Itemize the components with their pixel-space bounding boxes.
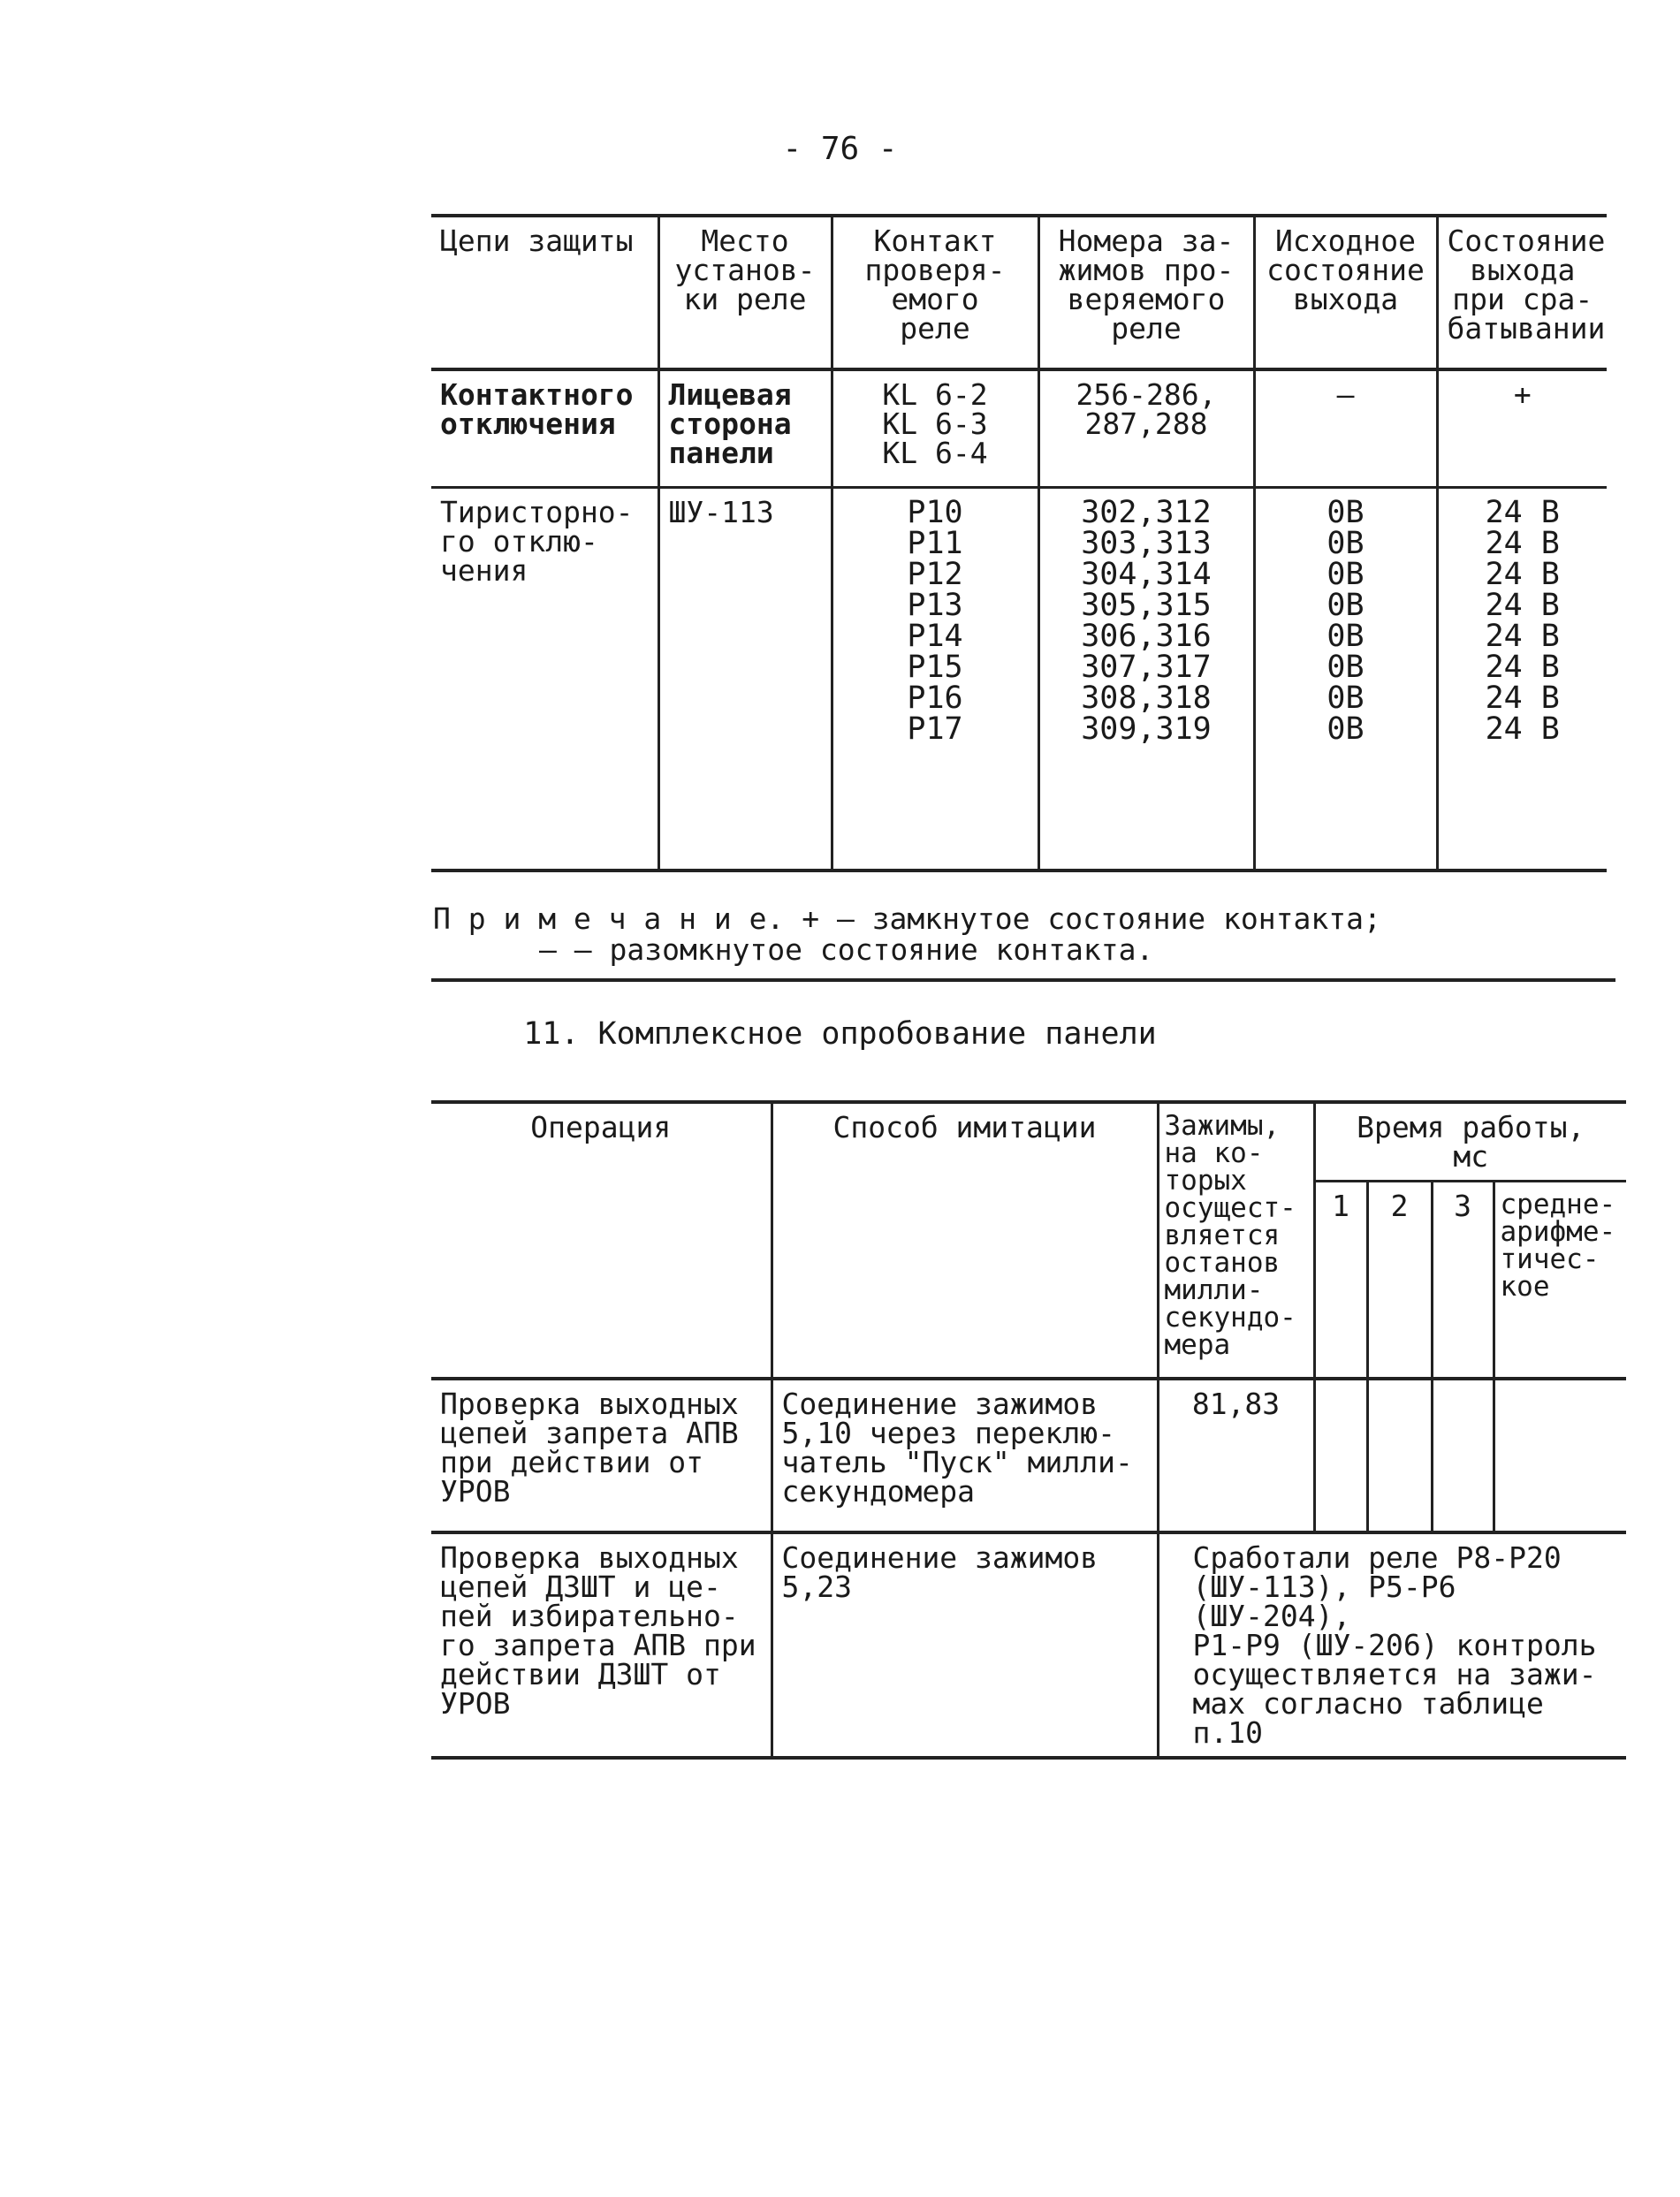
place-cell: Лицевая сторона панели <box>658 369 832 488</box>
header-operation: Операция <box>530 1110 672 1144</box>
triggered-cell: + <box>1437 369 1607 488</box>
circuit-cell: Тиристорно- го отклю- чения <box>440 495 634 588</box>
table-row <box>431 488 1607 871</box>
header-circuit: Цепи защиты <box>431 216 658 369</box>
header-time-3: 3 <box>1432 1182 1494 1380</box>
table-row <box>431 369 1607 488</box>
table-note <box>433 901 1608 967</box>
initial-cell: – <box>1254 369 1437 488</box>
circuit-cell: Контактного отключения <box>431 369 658 488</box>
place-cell: ШУ-113 <box>658 488 832 871</box>
header-initial-state: Исходное состояние выхода <box>1254 216 1437 369</box>
panel-test-table <box>431 1100 1626 1760</box>
page-number: - 76 - <box>782 131 898 167</box>
header-contact: Контакт проверя- емого реле <box>832 216 1038 369</box>
header-terminals: Зажимы, на ко- торых осущест- вляется останов милли- секундо- мера <box>1158 1102 1314 1379</box>
terminals-cell: 302,312 303,313 304,314 305,315 306,316 307,317 308,318 309,319 <box>1038 488 1254 871</box>
note-line-2: – – разомкнутое состояние контакта. <box>539 931 1154 967</box>
result-cell: Сработали реле Р8-Р20 (ШУ-113), Р5-Р6 (ШУ-204), Р1-Р9 (ШУ-206) контроль осуществляется на зажи- мах согласно таблице п.10 <box>1158 1532 1626 1758</box>
table-header-row <box>431 1102 1626 1182</box>
header-time-avg: средне- арифме- тичес- кое <box>1494 1182 1626 1380</box>
operation-cell: Проверка выходных цепей запрета АПВ при действии от УРОВ <box>431 1379 772 1532</box>
triggered-cell: 24 В 24 В 24 В 24 В 24 В 24 В 24 В 24 В <box>1437 488 1607 871</box>
terminals-cell: 81,83 <box>1158 1379 1314 1532</box>
header-time-2: 2 <box>1367 1182 1432 1380</box>
operation-cell: Проверка выходных цепей ДЗШТ и це- пей избирательно- го запрета АПВ при действии ДЗШТ от УРОВ <box>431 1532 772 1758</box>
header-triggered-state: Состояние выхода при сра- батывании <box>1437 216 1607 369</box>
time-1-cell <box>1314 1379 1367 1532</box>
method-cell: Соединение зажимов 5,10 через переклю- чатель "Пуск" милли- секундомера <box>772 1379 1158 1532</box>
table-header-row <box>431 216 1607 369</box>
terminals-cell: 256-286, 287,288 <box>1038 369 1254 488</box>
header-time: Время работы, мс <box>1314 1102 1626 1182</box>
header-method: Способ имитации <box>772 1102 1158 1379</box>
divider <box>431 978 1615 982</box>
header-place: Место установ- ки реле <box>658 216 832 369</box>
table-row <box>431 1379 1626 1532</box>
initial-cell: 0В 0В 0В 0В 0В 0В 0В 0В <box>1254 488 1437 871</box>
time-3-cell <box>1432 1379 1494 1532</box>
relay-check-table <box>431 214 1607 872</box>
note-line-1: П р и м е ч а н и е. + – замкнутое состояние контакта; <box>433 901 1381 936</box>
contact-cell: KL 6-2 KL 6-3 KL 6-4 <box>832 369 1038 488</box>
section-title: 11. Комплексное опробование панели <box>523 1016 1157 1052</box>
header-terminals: Номера за- жимов про- веряемого реле <box>1038 216 1254 369</box>
table-row <box>431 1532 1626 1758</box>
method-cell: Соединение зажимов 5,23 <box>772 1532 1158 1758</box>
time-avg-cell <box>1494 1379 1626 1532</box>
contact-cell: Р10 Р11 Р12 Р13 Р14 Р15 Р16 Р17 <box>832 488 1038 871</box>
header-time-1: 1 <box>1314 1182 1367 1380</box>
time-2-cell <box>1367 1379 1432 1532</box>
